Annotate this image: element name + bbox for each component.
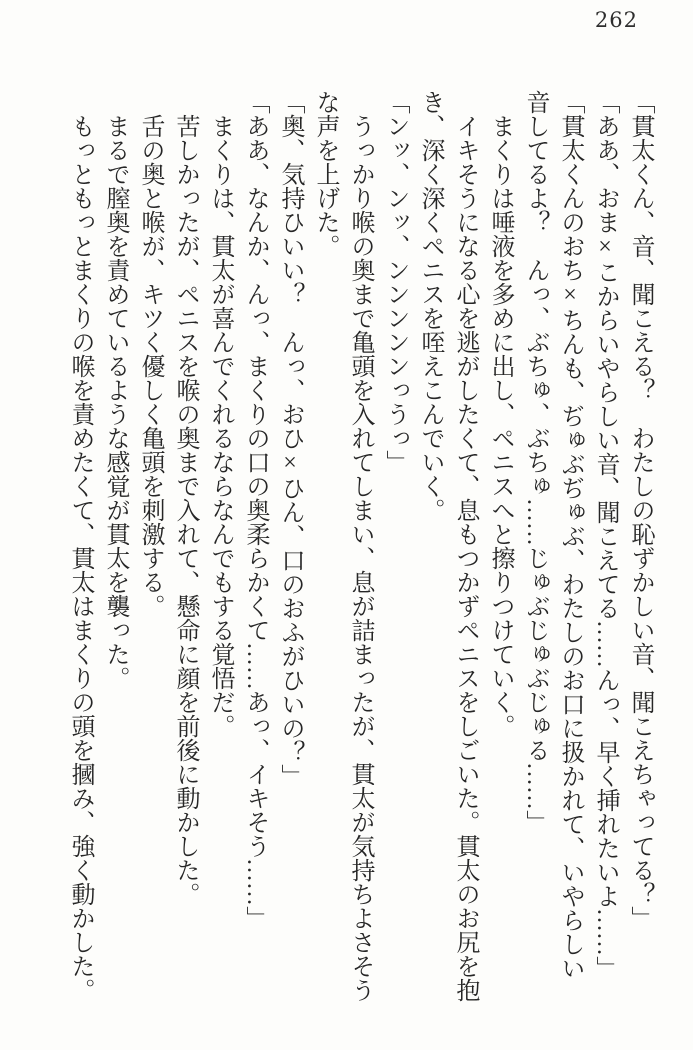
paragraph: 「ああ、なんか、んっ、まくりの口の奥柔らかくて……あっ、イキそう……」	[242, 90, 268, 930]
paragraph: まくりは唾液を多めに出し、ペニスへと擦りつけていく。	[487, 114, 513, 738]
paragraph: 舌の奥と喉が、キツく優しく亀頭を刺激する。	[137, 114, 163, 618]
paragraph: 「ああ、おま×こからいやらしい音、聞こえてる……んっ、早く挿れたいよ……」	[592, 90, 618, 980]
page-number: 262	[594, 8, 638, 32]
paragraph: 「奥、気持ひいい？ んっ、おひ×ひん、口のおふがひいの？」	[277, 90, 303, 788]
paragraph: 「ンッ、ンッ、ンンンンンっうっ」	[382, 90, 408, 474]
paragraph: イキそうになる心を逃がしたくて、息もつかずペニスをしごいた。貫太のお尻を抱き、深く深くペニスを咥えこんでいく。	[417, 90, 478, 1002]
paragraph: まくりは、貫太が喜んでくれるならなんでもする覚悟だ。	[207, 114, 233, 738]
paragraph: もっともっとまくりの喉を責めたくて、貫太はまくりの頭を摑み、強く動かした。	[67, 114, 93, 1002]
paragraph: 「貫太くんのおち×ちんも、ぢゅぶぢゅぶ、わたしのお口に扱かれて、いやらしい音してるよ？ んっ、ぶちゅ、ぶちゅ……じゅぶじゅぶじゅる……」	[522, 90, 583, 980]
paragraph: まるで膣奥を責めているような感覚が貫太を襲った。	[102, 114, 128, 690]
text-block	[62, 90, 657, 1002]
paragraph: 苦しかったが、ペニスを喉の奥まで入れて、懸命に顔を前後に動かした。	[172, 114, 198, 906]
paragraph: 「貫太くん、音、聞こえる？ わたしの恥ずかしい音、聞こえちゃってる？」	[627, 90, 653, 930]
paragraph: うっかり喉の奥まで亀頭を入れてしまい、息が詰まったが、貫太が気持ちよさそうな声を上げた。	[312, 90, 373, 1002]
